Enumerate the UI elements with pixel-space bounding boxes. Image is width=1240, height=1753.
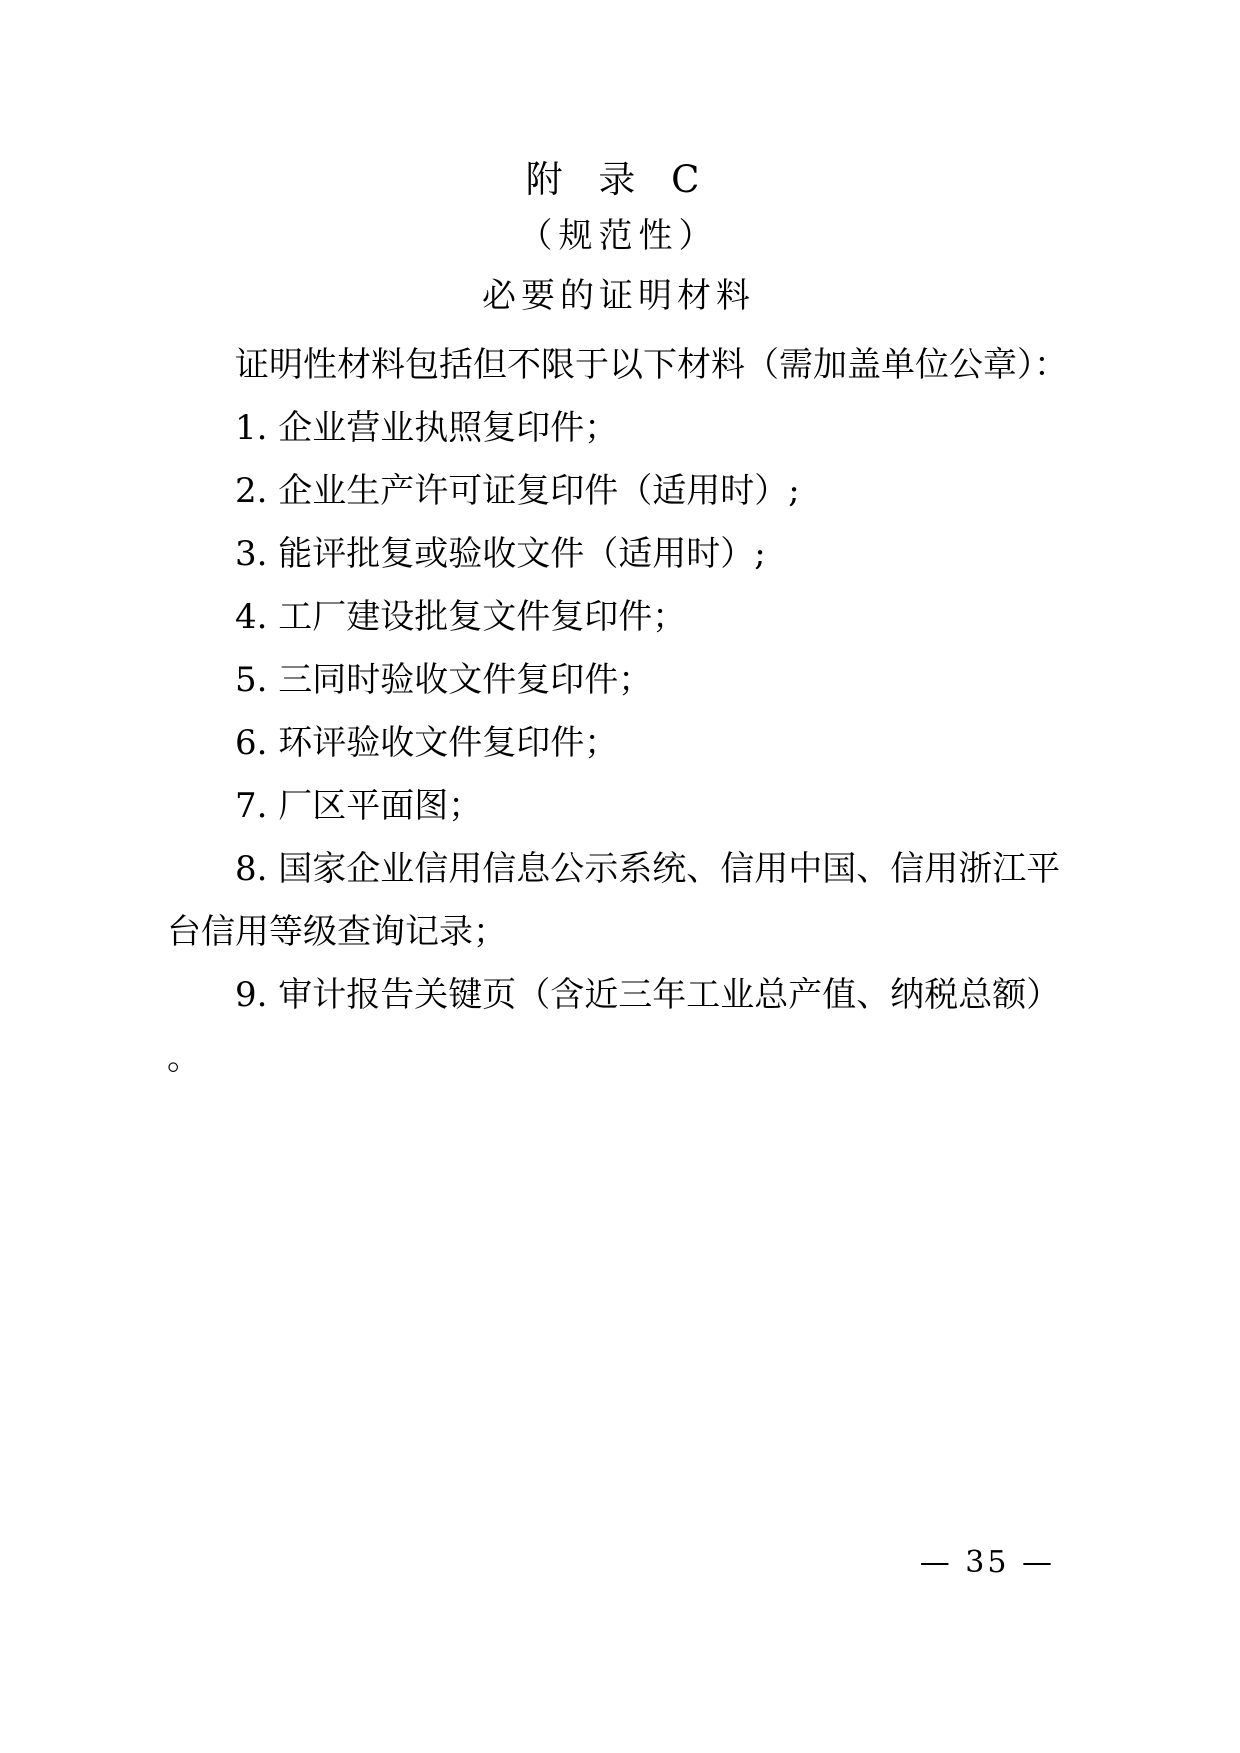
list-item-7: 7. 厂区平面图； (235, 786, 483, 826)
list-item-2: 2. 企业生产许可证复印件（适用时）; (235, 471, 800, 511)
list-item-5: 5. 三同时验收文件复印件； (235, 660, 653, 700)
intro-paragraph: 证明性材料包括但不限于以下材料（需加盖单位公章）： (235, 345, 1068, 385)
appendix-heading: 必要的证明材料 (482, 276, 755, 316)
list-item-4: 4. 工厂建设批复文件复印件； (235, 597, 687, 637)
list-item-6: 6. 环评验收文件复印件； (235, 723, 619, 763)
list-item-3: 3. 能评批复或验收文件（适用时）; (235, 534, 766, 574)
appendix-subtitle: （规范性） (518, 216, 719, 256)
page-content (167, 152, 1070, 1090)
list-item-9: 9. 审计报告关键页（含近三年工业总产值、纳税总额）。 (167, 975, 1044, 1078)
appendix-title-block (167, 152, 1070, 328)
list-item-8: 8. 国家企业信用信息公示系统、信用中国、信用浙江平台信用等级查询记录； (167, 849, 1061, 952)
page-number: — 35 — (919, 1545, 1055, 1580)
appendix-title: 附 录 C (525, 158, 712, 201)
list-item-1: 1. 企业营业执照复印件； (235, 408, 619, 448)
